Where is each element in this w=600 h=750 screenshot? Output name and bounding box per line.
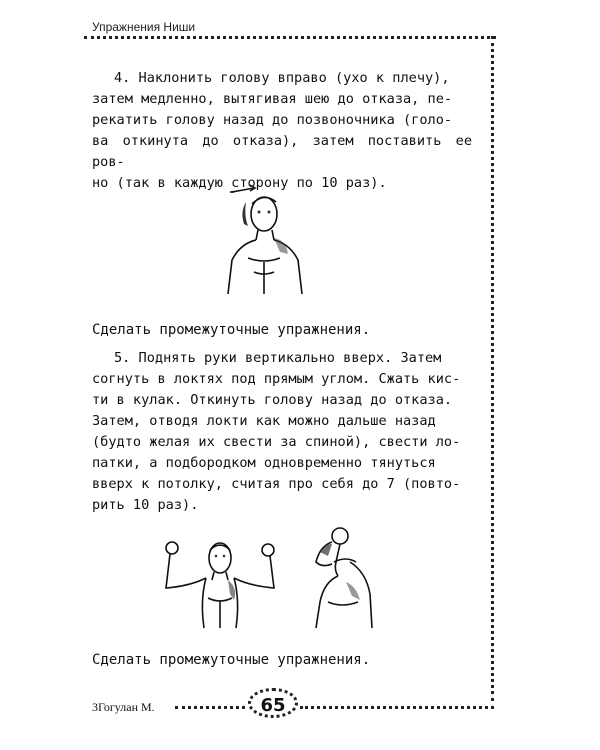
head-tilt-illustration	[218, 182, 318, 297]
exercise-5-line: рить 10 раз).	[92, 497, 199, 513]
interlude-text-2: Сделать промежуточные упражнения.	[92, 652, 371, 668]
arms-raised-front-illustration	[150, 528, 290, 633]
side-dotted-rule	[491, 36, 494, 701]
footer-dotted-rule-right	[300, 706, 494, 709]
exercise-4-line: но (так в каждую сторону по 10 раз).	[92, 175, 387, 191]
interlude-text-1: Сделать промежуточные упражнения.	[92, 322, 371, 338]
exercise-4-line: ва откинута до отказа), затем поставить ее ров-	[92, 133, 472, 170]
head-back-side-illustration	[298, 522, 388, 630]
exercise-4-line: затем медленно, вытягивая шею до отказа, пе-	[92, 91, 453, 107]
footer-dotted-rule-left	[175, 706, 245, 709]
exercise-5-line: (будто желая их свести за спиной), свести ло-	[92, 434, 461, 450]
exercise-5-line: патки, а подбородком одновременно тянуться	[92, 455, 436, 471]
exercise-5-line: 5. Поднять руки вертикально вверх. Затем	[114, 350, 442, 366]
footer-author: 3Гогулан М.	[92, 700, 155, 714]
exercise-5-line: согнуть в локтях под прямым углом. Сжать кис-	[92, 371, 461, 387]
exercise-5-line: ти в кулак. Откинуть голову назад до отказа.	[92, 392, 453, 408]
exercise-5-line: Затем, отводя локти как можно дальше назад	[92, 413, 436, 429]
page-number: 65	[248, 688, 298, 718]
running-header: Упражнения Ниши	[92, 20, 196, 34]
header-dotted-rule	[84, 36, 496, 39]
exercise-4-line: рекатить голову назад до позвоночника (голо-	[92, 112, 453, 128]
exercise-5-text	[92, 348, 472, 516]
exercise-4-line: 4. Наклонить голову вправо (ухо к плечу),	[114, 70, 450, 86]
exercise-5-line: вверх к потолку, считая про себя до 7 (повто-	[92, 476, 461, 492]
exercise-4-text	[92, 68, 472, 194]
